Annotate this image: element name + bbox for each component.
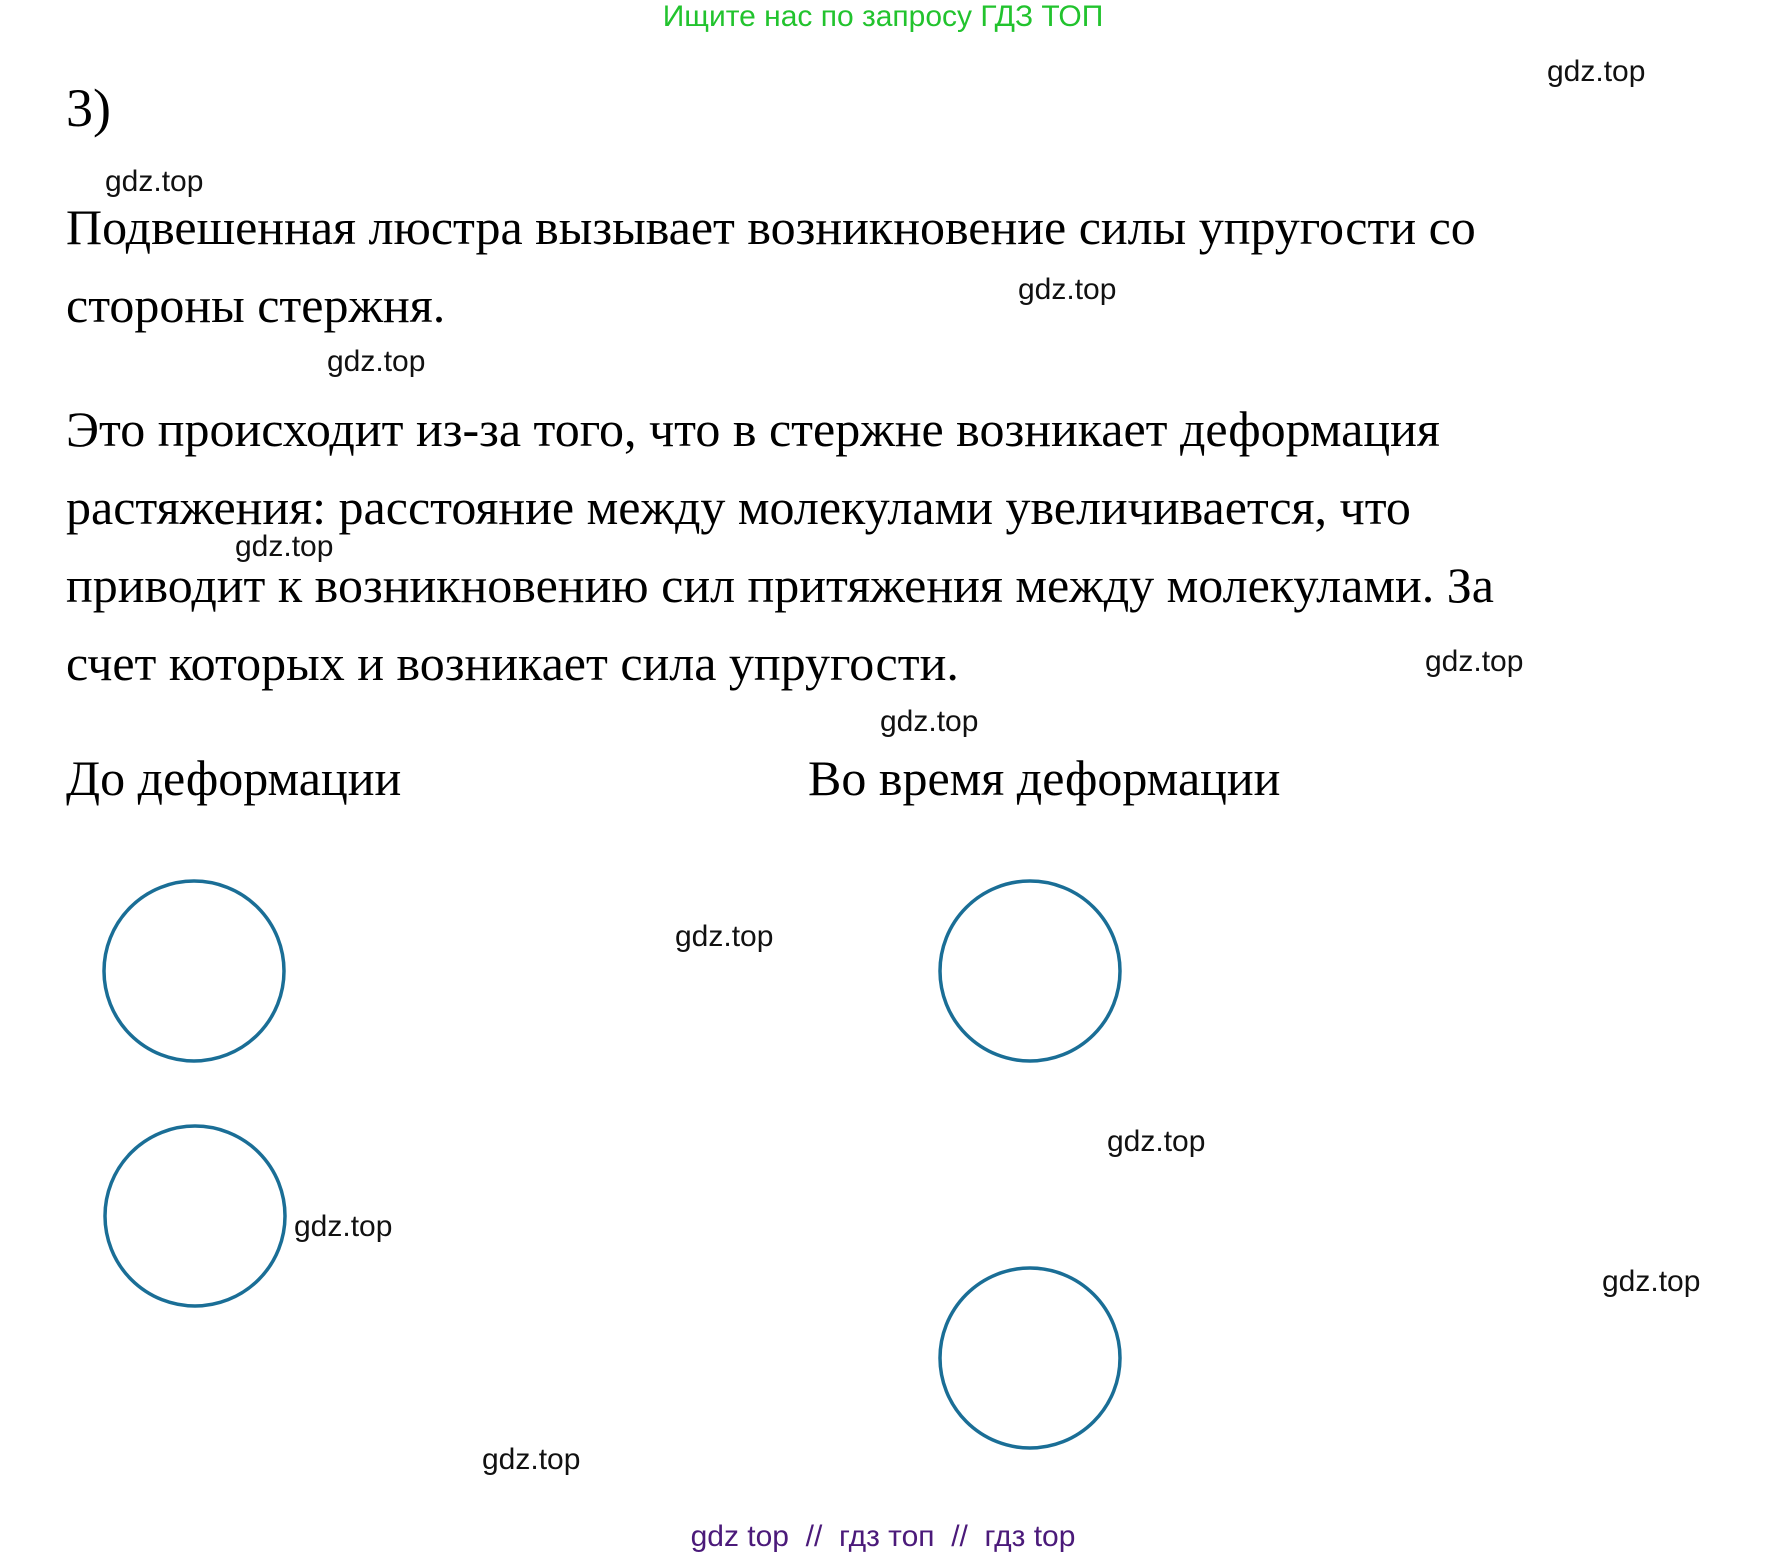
- molecule-before-1: [104, 881, 284, 1061]
- watermark: gdz.top: [1602, 1265, 1701, 1298]
- paragraph-2-line-1: Это происходит из-за того, что в стержне возникает деформация: [66, 401, 1440, 457]
- footer-links: gdz top // гдз топ // гдз top: [690, 1520, 1076, 1553]
- before-deformation-label: До деформации: [66, 750, 402, 806]
- paragraph-2-line-3: приводит к возникновению сил притяжения между молекулами. За: [66, 557, 1494, 613]
- watermark: gdz.top: [880, 705, 979, 738]
- paragraph-1-line-2: стороны стержня.: [66, 277, 446, 333]
- paragraph-2-line-4: счет которых и возникает сила упругости.: [66, 635, 959, 691]
- watermark: gdz.top: [235, 530, 334, 563]
- task-number: 3): [66, 78, 111, 138]
- watermark: gdz.top: [1018, 273, 1117, 306]
- molecule-during-1: [940, 881, 1120, 1061]
- watermark: gdz.top: [675, 920, 774, 953]
- paragraph-1-line-1: Подвешенная люстра вызывает возникновение силы упругости со: [66, 199, 1476, 255]
- during-deformation-label: Во время деформации: [808, 750, 1281, 806]
- molecule-during-2: [940, 1268, 1120, 1448]
- watermark: gdz.top: [327, 345, 426, 378]
- watermark: gdz.top: [1547, 55, 1646, 88]
- watermark: gdz.top: [294, 1210, 393, 1243]
- watermark: gdz.top: [482, 1443, 581, 1476]
- paragraph-1: [66, 188, 1476, 344]
- paragraph-2-line-2: растяжения: расстояние между молекулами увеличивается, что: [66, 479, 1411, 535]
- watermark: gdz.top: [105, 165, 204, 198]
- watermark: gdz.top: [1107, 1125, 1206, 1158]
- molecule-before-2: [105, 1126, 285, 1306]
- search-banner: Ищите нас по запросу ГДЗ ТОП: [662, 0, 1104, 33]
- watermark: gdz.top: [1425, 645, 1524, 678]
